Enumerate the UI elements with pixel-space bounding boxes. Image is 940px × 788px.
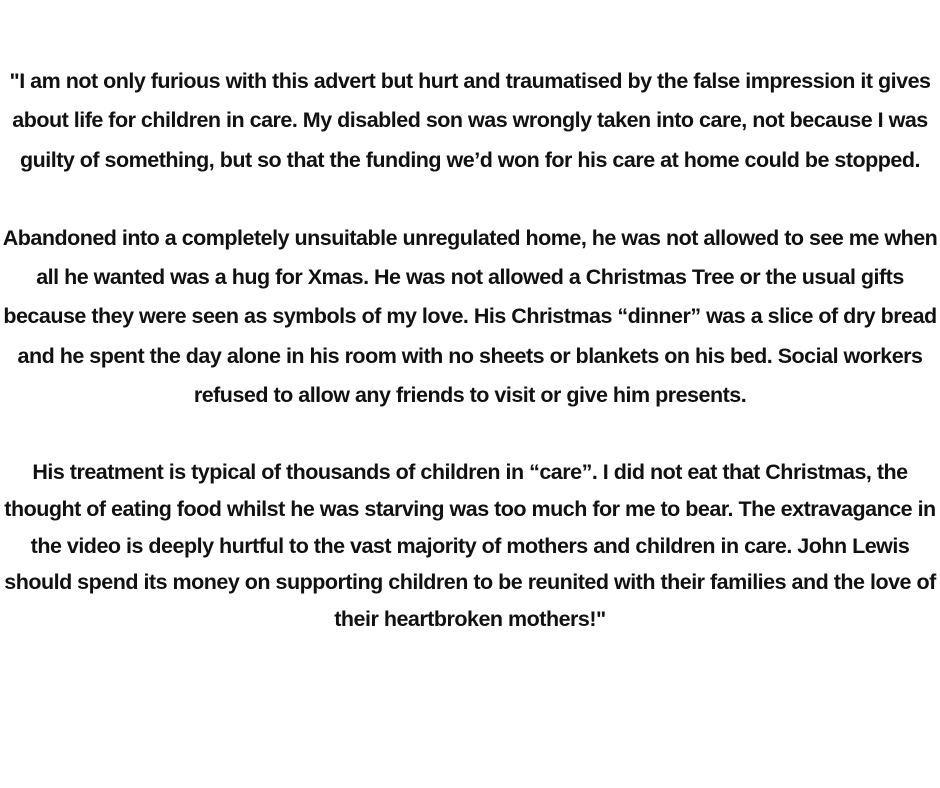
quote-paragraph-3: His treatment is typical of thousands of children in “care”. I did not eat that Christmas, the thought of eating food whilst he was starving was too much for me to bear. The extravagance in the video is deeply hurtful to the vast majority of mothers and children in care. John Lewis should spend its money on supporting children to be reunited with their families and the love of their heartbroken mothers!" [4, 460, 936, 631]
quote-paragraph-2: Abandoned into a completely unsuitable unregulated home, he was not allowed to see me when all he wanted was a hug for Xmas. He was not allowed a Christmas Tree or the usual gifts because they were seen as symbols of my love. His Christmas “dinner” was a slice of dry bread and he spent the day alone in his room with no sheets or blankets on his bed. Social workers refused to allow any friends to visit or give him presents. [2, 225, 938, 408]
quote-paragraph-1: "I am not only furious with this advert but hurt and traumatised by the false impression it gives about life for children in care. My disabled son was wrongly taken into care, not because I was guilty of something, but so that the funding we’d won for his care at home could be stopped. [9, 69, 931, 172]
